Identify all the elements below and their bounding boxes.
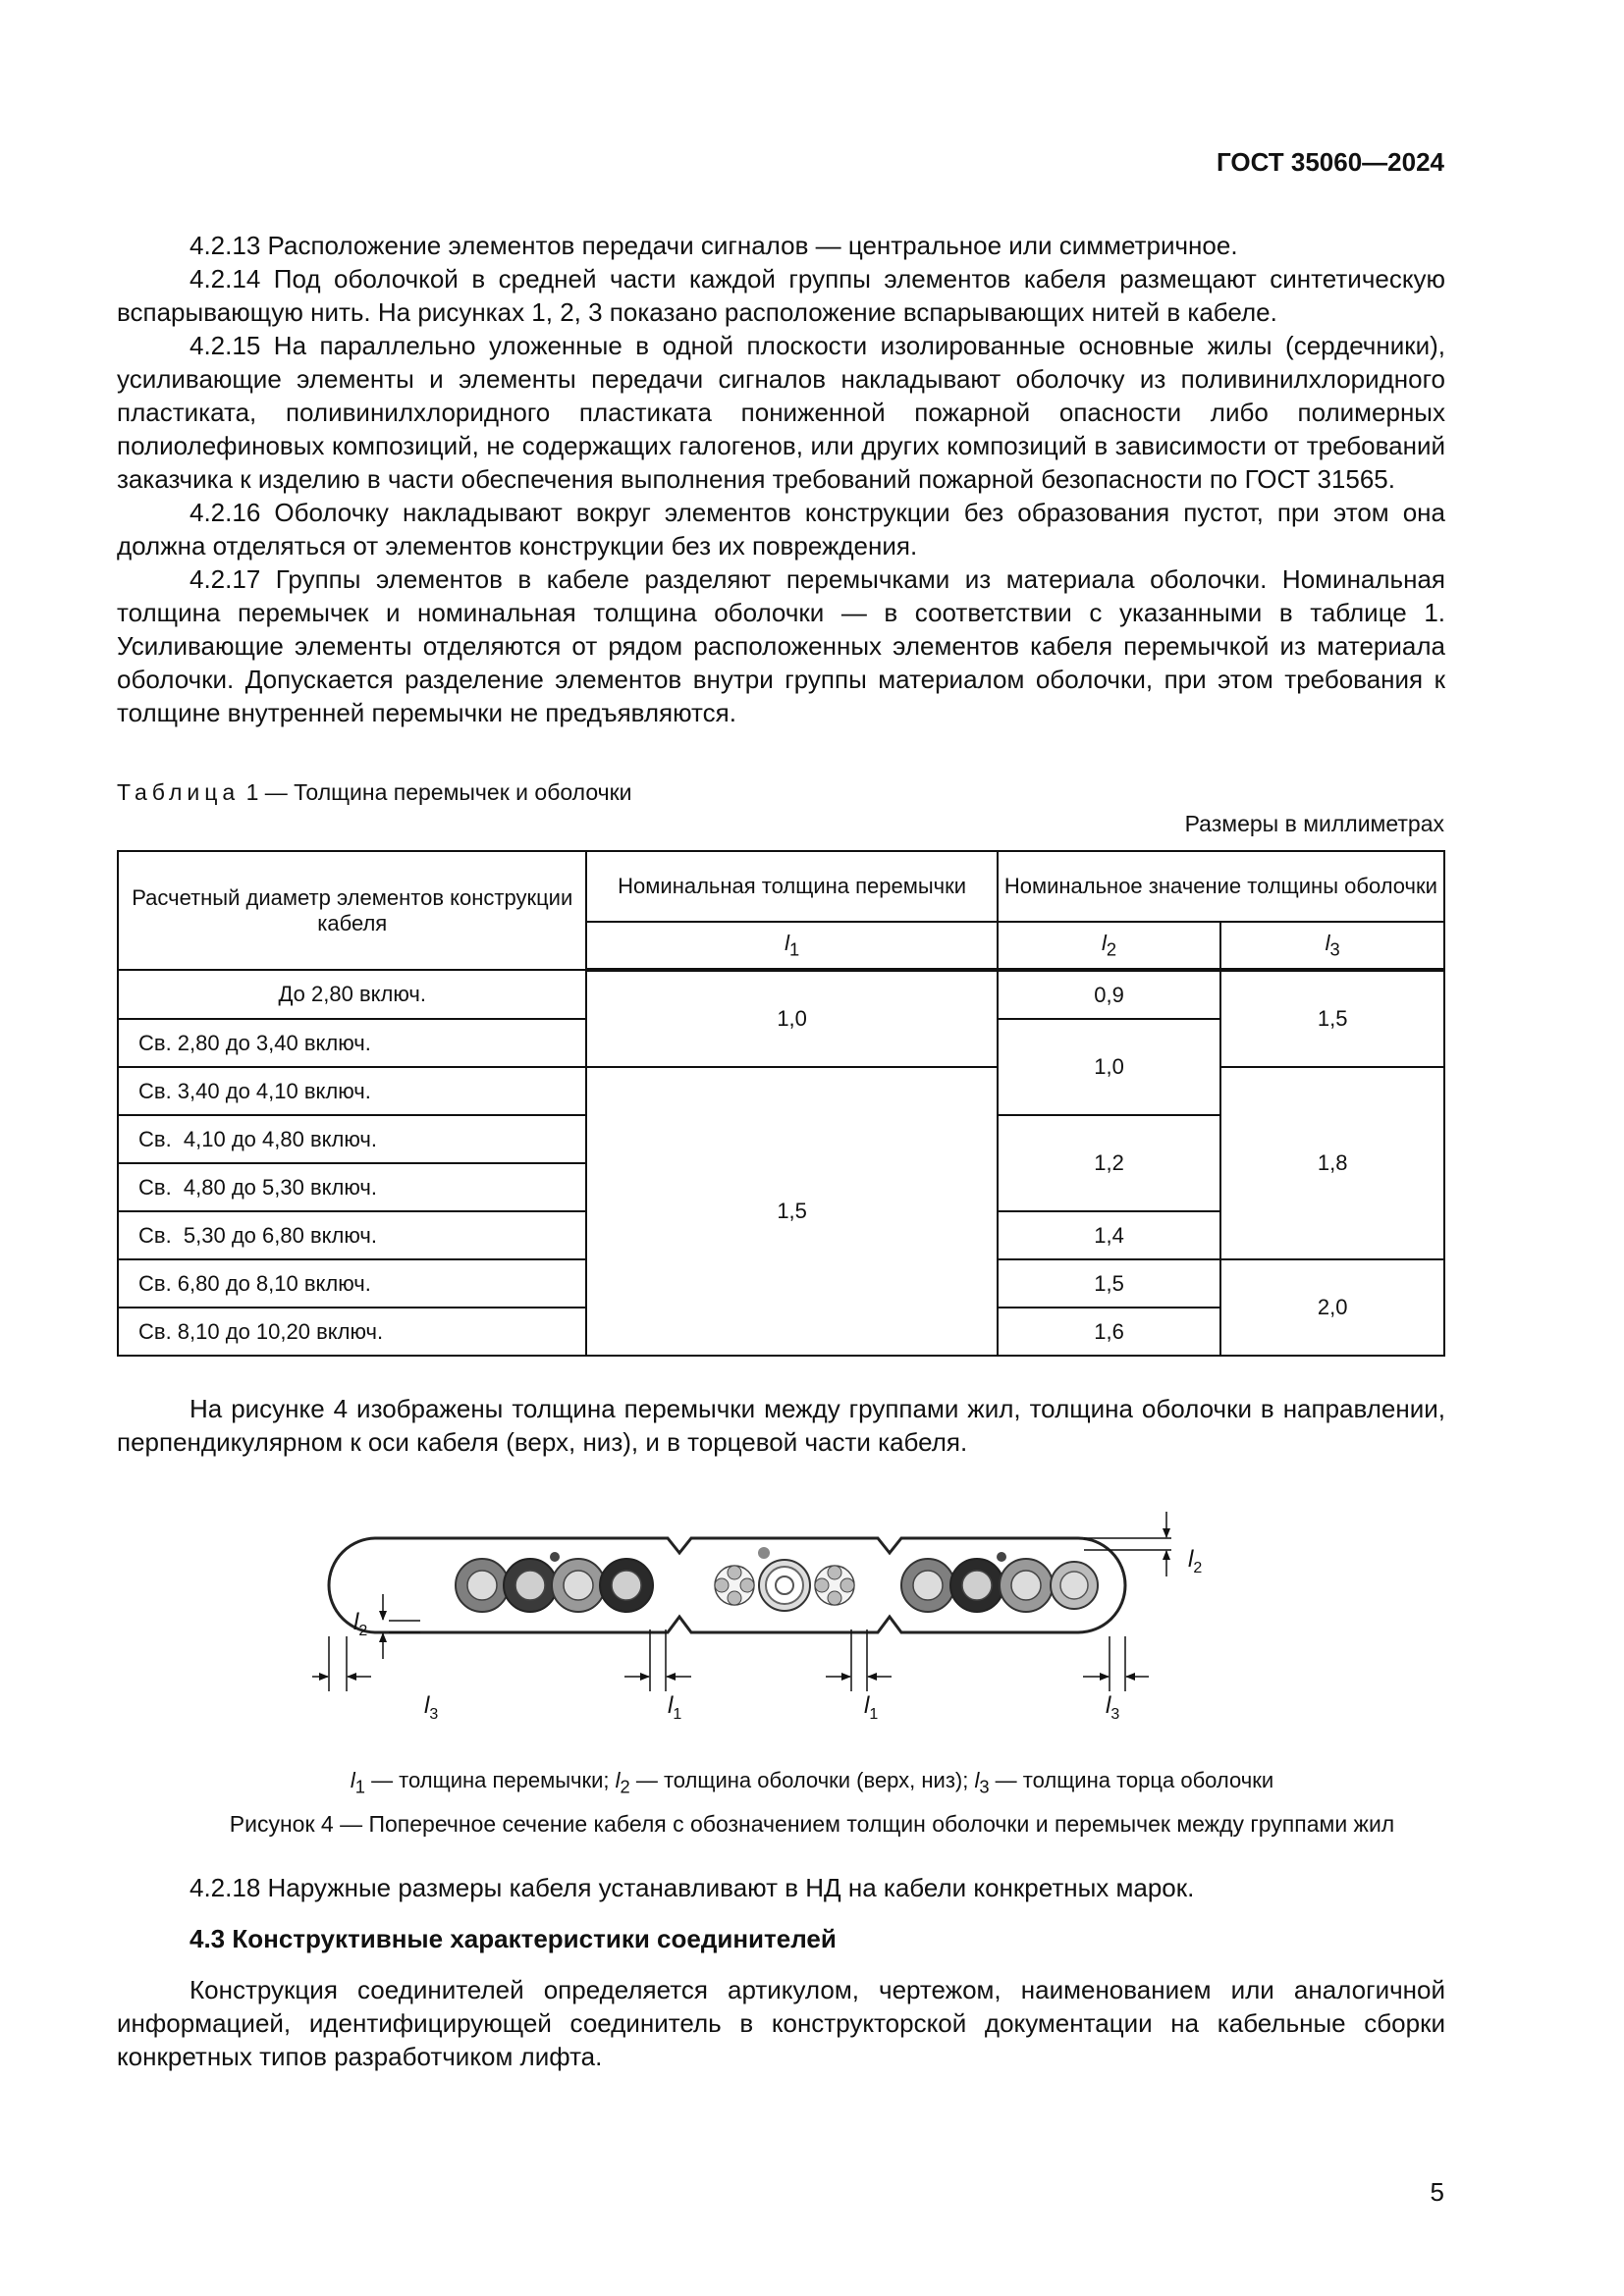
table-header-l1: $l_1$ — [586, 922, 997, 970]
figure-caption: Рисунок 4 — Поперечное сечение кабеля с обозначением толщин оболочки и перемычек между группами жил — [229, 1811, 1395, 1837]
table-cell-l2: 1,5 — [998, 1259, 1221, 1308]
table-row-label: Св. 6,80 до 8,10 включ. — [118, 1259, 586, 1308]
label-l3-left: $l_3$ — [424, 1692, 439, 1723]
table-cell-l2: 1,4 — [998, 1211, 1221, 1259]
table-units: Размеры в миллиметрах — [1184, 811, 1444, 836]
thickness-table — [117, 850, 1445, 1357]
cable-cross-section-figure — [312, 1482, 1255, 1737]
table-row-label: Св. 3,40 до 4,10 включ. — [118, 1067, 586, 1115]
table-cell-l2: 1,6 — [998, 1308, 1221, 1356]
body-text-4-2-18 — [117, 1871, 1445, 1904]
label-l2-right: $l_2$ — [1188, 1546, 1203, 1576]
table-header-sheath: Номинальное значение толщины оболочки — [998, 851, 1444, 922]
table-cell-l3: 1,8 — [1220, 1067, 1444, 1259]
body-text-figure-intro — [117, 1392, 1445, 1459]
paragraph-4-2-18: 4.2.18 Наружные размеры кабеля устанавливают в НД на кабели конкретных марок. — [189, 1873, 1195, 1902]
table-cell-l3: 2,0 — [1220, 1259, 1444, 1356]
dimension-l1-left — [624, 1629, 691, 1691]
table-caption-label: Таблица — [117, 779, 241, 805]
label-l3-right: $l_3$ — [1106, 1692, 1120, 1723]
table-row-label: До 2,80 включ. — [118, 970, 586, 1019]
paragraph-4-2-17: 4.2.17 Группы элементов в кабеле разделяют перемычками из материала оболочки. Номинальная толщина перемычек и номинальная толщина оболочки — в соответствии с указанными в таблице 1. Усиливающие элементы отделяются от рядом расположенных элементов кабеля перемычкой из материала оболочки. Допускается разделение элементов внутри группы материалом оболочки, при этом требования к толщине внутренней перемычки не предъявляются. — [117, 564, 1445, 727]
paragraph-4-2-13: 4.2.13 Расположение элементов передачи сигналов — центральное или симметричное. — [189, 231, 1238, 260]
label-l1-right: $l_1$ — [864, 1692, 879, 1723]
body-text-4-3 — [117, 1973, 1445, 2073]
table-caption-text: 1 — Толщина перемычек и оболочки — [245, 779, 632, 805]
dimension-l3-right — [1083, 1636, 1149, 1691]
table-cell-l2: 1,2 — [998, 1115, 1221, 1211]
paragraph-4-2-16: 4.2.16 Оболочку накладывают вокруг элементов конструкции без образования пустот, при этом она должна отделяться от элементов конструкции без их повреждения. — [117, 498, 1445, 561]
table-cell-l1: 1,5 — [586, 1067, 997, 1356]
label-l1-left: $l_1$ — [668, 1692, 682, 1723]
paragraph-figure-intro: На рисунке 4 изображены толщина перемычки между группами жил, толщина оболочки в направлении, перпендикулярном к оси кабеля (верх, низ), и в торцевой части кабеля. — [117, 1394, 1445, 1457]
table-header-diameter: Расчетный диаметр элементов конструкции кабеля — [118, 851, 586, 970]
table-cell-l2: 0,9 — [998, 970, 1221, 1019]
table-caption — [117, 779, 632, 806]
table-cell-l2: 1,0 — [998, 1019, 1221, 1115]
table-row-label: Св. 4,10 до 4,80 включ. — [118, 1115, 586, 1163]
dimension-l1-right — [826, 1629, 892, 1691]
table-row-label: Св. 8,10 до 10,20 включ. — [118, 1308, 586, 1356]
table-row-label: Св. 2,80 до 3,40 включ. — [118, 1019, 586, 1067]
dimension-l3-left — [312, 1636, 371, 1691]
table-row-label: Св. 5,30 до 6,80 включ. — [118, 1211, 586, 1259]
label-l2-left: $l_2$ — [353, 1609, 368, 1639]
paragraph-4-2-14: 4.2.14 Под оболочкой в средней части каждой группы элементов кабеля размещают синтетическую вспарывающую нить. На рисунках 1, 2, 3 показано расположение вспарывающих нитей в кабеле. — [117, 264, 1445, 327]
table-cell-l1: 1,0 — [586, 970, 997, 1067]
body-text-top — [117, 229, 1445, 729]
table-header-l2: $l_2$ — [998, 922, 1221, 970]
paragraph-4-3: Конструкция соединителей определяется артикулом, чертежом, наименованием или аналогичной информацией, идентифицирующей соединитель в конструкторской документации на кабельные сборки конкретных типов разработчиком лифта. — [117, 1975, 1445, 2071]
section-heading-4-3: 4.3 Конструктивные характеристики соединителей — [189, 1924, 837, 1953]
table-cell-l3: 1,5 — [1220, 970, 1444, 1067]
paragraph-4-2-15: 4.2.15 На параллельно уложенные в одной плоскости изолированные основные жилы (сердечники), усиливающие элементы и элементы передачи сигналов накладывают оболочку из поливинилхлоридного пластиката, поливинилхлоридного пластиката пониженной пожарной опасности либо полимерных полиолефиновых композиций, не содержащих галогенов, или других композиций в зависимости от требований заказчика к изделию в части обеспечения выполнения требований пожарной безопасности по ГОСТ 31565. — [117, 331, 1445, 494]
document-number: ГОСТ 35060—2024 — [1217, 147, 1444, 177]
table-header-l3: $l_3$ — [1220, 922, 1444, 970]
page-number: 5 — [1430, 2177, 1444, 2207]
table-row-label: Св. 4,80 до 5,30 включ. — [118, 1163, 586, 1211]
table-header-jumper: Номинальная толщина перемычки — [586, 851, 997, 922]
figure-legend: $l_1$ — толщина перемычки; $l_2$ — толщина оболочки (верх, низ); $l_3$ — толщина торца оболочки — [350, 1768, 1274, 1797]
